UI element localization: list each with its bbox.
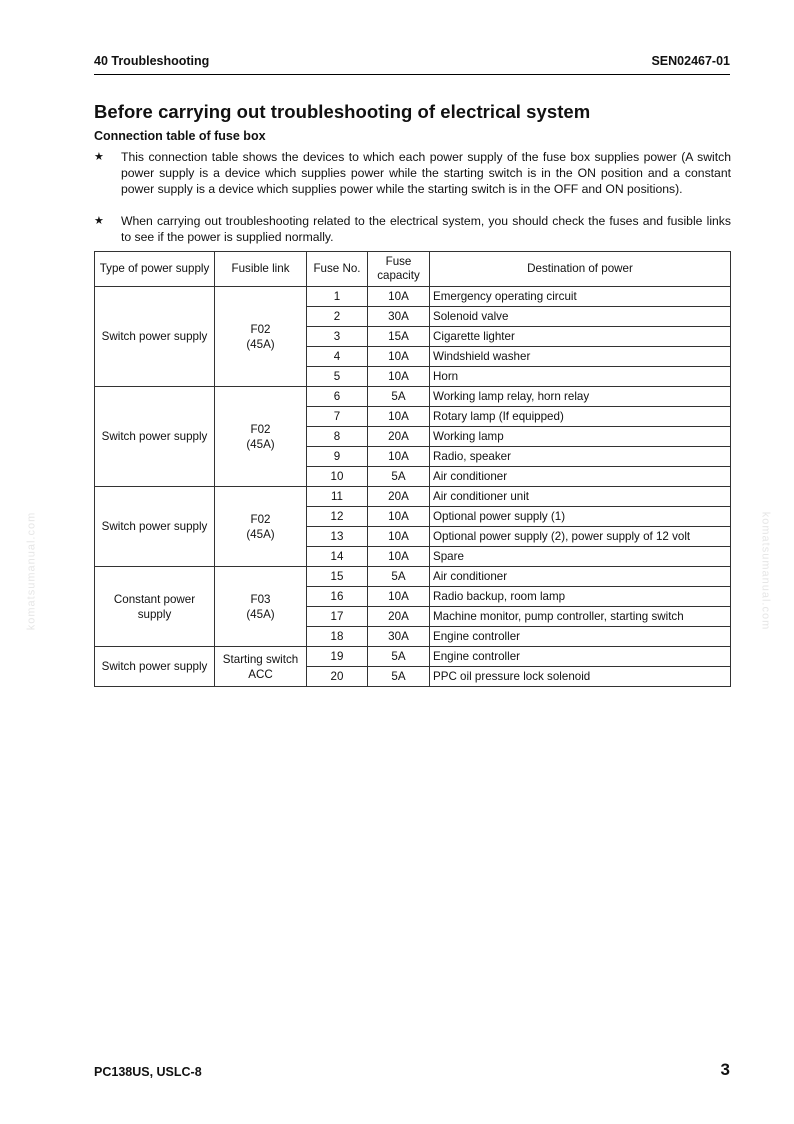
fuse-capacity: 10A: [368, 547, 430, 567]
destination: Horn: [430, 367, 731, 387]
fuse-no: 14: [307, 547, 368, 567]
table-row: [95, 567, 731, 587]
destination: Air conditioner unit: [430, 487, 731, 507]
destination: Optional power supply (1): [430, 507, 731, 527]
header-fusible-link: Fusible link: [215, 252, 307, 287]
header-fuse-capacity: Fuse capacity: [368, 252, 430, 287]
fuse-capacity: 30A: [368, 307, 430, 327]
fuse-no: 5: [307, 367, 368, 387]
fusible-link: F03 (45A): [215, 567, 307, 647]
fuse-no: 15: [307, 567, 368, 587]
fuse-capacity: 5A: [368, 647, 430, 667]
fuse-no: 18: [307, 627, 368, 647]
note-text: When carrying out troubleshooting related to the electrical system, you should check the fuses and fusible links to see if the power is supplied normally.: [121, 214, 731, 244]
page-number: 3: [720, 1060, 730, 1079]
header-destination: Destination of power: [430, 252, 731, 287]
fuse-capacity: 20A: [368, 487, 430, 507]
destination: Cigarette lighter: [430, 327, 731, 347]
destination: Working lamp: [430, 427, 731, 447]
table-row: [95, 487, 731, 507]
destination: Windshield washer: [430, 347, 731, 367]
note-text: This connection table shows the devices to which each power supply of the fuse box supplies power (A switch power supply is a device which supplies power while the starting switch is in the ON position and a constant power supply is a device which supplies power while the starting switch is in the OFF and ON positions).: [121, 150, 731, 196]
destination: Air conditioner: [430, 567, 731, 587]
table-row: [95, 387, 731, 407]
fuse-no: 6: [307, 387, 368, 407]
fuse-capacity: 5A: [368, 467, 430, 487]
destination: Machine monitor, pump controller, starting switch: [430, 607, 731, 627]
fuse-capacity: 10A: [368, 367, 430, 387]
fuse-no: 12: [307, 507, 368, 527]
fuse-capacity: 10A: [368, 587, 430, 607]
page-title: Before carrying out troubleshooting of electrical system: [94, 101, 591, 122]
power-supply-type: Switch power supply: [95, 387, 215, 487]
fuse-capacity: 15A: [368, 327, 430, 347]
destination: Working lamp relay, horn relay: [430, 387, 731, 407]
fuse-no: 11: [307, 487, 368, 507]
fuse-no: 20: [307, 667, 368, 687]
header-type: Type of power supply: [95, 252, 215, 287]
fuse-no: 17: [307, 607, 368, 627]
destination: Engine controller: [430, 627, 731, 647]
power-supply-type: Switch power supply: [95, 487, 215, 567]
power-supply-type: Constant power supply: [95, 567, 215, 647]
fuse-capacity: 10A: [368, 527, 430, 547]
note-1: [94, 149, 731, 197]
star-bullet-icon: ★: [94, 151, 104, 163]
fusible-link: F02 (45A): [215, 387, 307, 487]
fuse-capacity: 5A: [368, 567, 430, 587]
fuse-no: 10: [307, 467, 368, 487]
fuse-capacity: 20A: [368, 427, 430, 447]
power-supply-type: Switch power supply: [95, 287, 215, 387]
fuse-connection-table: [94, 251, 731, 687]
fuse-capacity: 10A: [368, 347, 430, 367]
fuse-no: 4: [307, 347, 368, 367]
header-rule: [94, 74, 730, 75]
header-section: 40 Troubleshooting: [94, 54, 210, 68]
watermark-left: komatsumanual.com: [25, 511, 38, 631]
table-row: [95, 287, 731, 307]
star-bullet-icon: ★: [94, 215, 104, 227]
fuse-no: 8: [307, 427, 368, 447]
fuse-capacity: 20A: [368, 607, 430, 627]
fuse-no: 9: [307, 447, 368, 467]
fuse-capacity: 10A: [368, 507, 430, 527]
destination: Solenoid valve: [430, 307, 731, 327]
destination: Spare: [430, 547, 731, 567]
fuse-no: 19: [307, 647, 368, 667]
watermark-right: komatsumanual.com: [759, 511, 772, 631]
fuse-capacity: 5A: [368, 667, 430, 687]
fusible-link: Starting switch ACC: [215, 647, 307, 687]
fuse-no: 2: [307, 307, 368, 327]
fuse-capacity: 10A: [368, 287, 430, 307]
table-header-row: [95, 252, 731, 287]
destination: Air conditioner: [430, 467, 731, 487]
fusible-link: F02 (45A): [215, 487, 307, 567]
footer-model: PC138US, USLC-8: [94, 1065, 202, 1079]
fuse-capacity: 30A: [368, 627, 430, 647]
fuse-no: 3: [307, 327, 368, 347]
destination: Engine controller: [430, 647, 731, 667]
fuse-capacity: 5A: [368, 387, 430, 407]
section-title: Connection table of fuse box: [94, 129, 266, 143]
fusible-link: F02 (45A): [215, 287, 307, 387]
destination: Radio, speaker: [430, 447, 731, 467]
note-2: [94, 213, 731, 245]
destination: Emergency operating circuit: [430, 287, 731, 307]
fuse-no: 1: [307, 287, 368, 307]
fuse-capacity: 10A: [368, 447, 430, 467]
destination: Rotary lamp (If equipped): [430, 407, 731, 427]
header-fuse-no: Fuse No.: [307, 252, 368, 287]
fuse-capacity: 10A: [368, 407, 430, 427]
fuse-no: 16: [307, 587, 368, 607]
header-doc-code: SEN02467-01: [651, 54, 730, 68]
destination: Optional power supply (2), power supply of 12 volt: [430, 527, 731, 547]
fuse-no: 7: [307, 407, 368, 427]
destination: Radio backup, room lamp: [430, 587, 731, 607]
table-body: [95, 287, 731, 687]
power-supply-type: Switch power supply: [95, 647, 215, 687]
table-row: [95, 647, 731, 667]
fuse-no: 13: [307, 527, 368, 547]
destination: PPC oil pressure lock solenoid: [430, 667, 731, 687]
